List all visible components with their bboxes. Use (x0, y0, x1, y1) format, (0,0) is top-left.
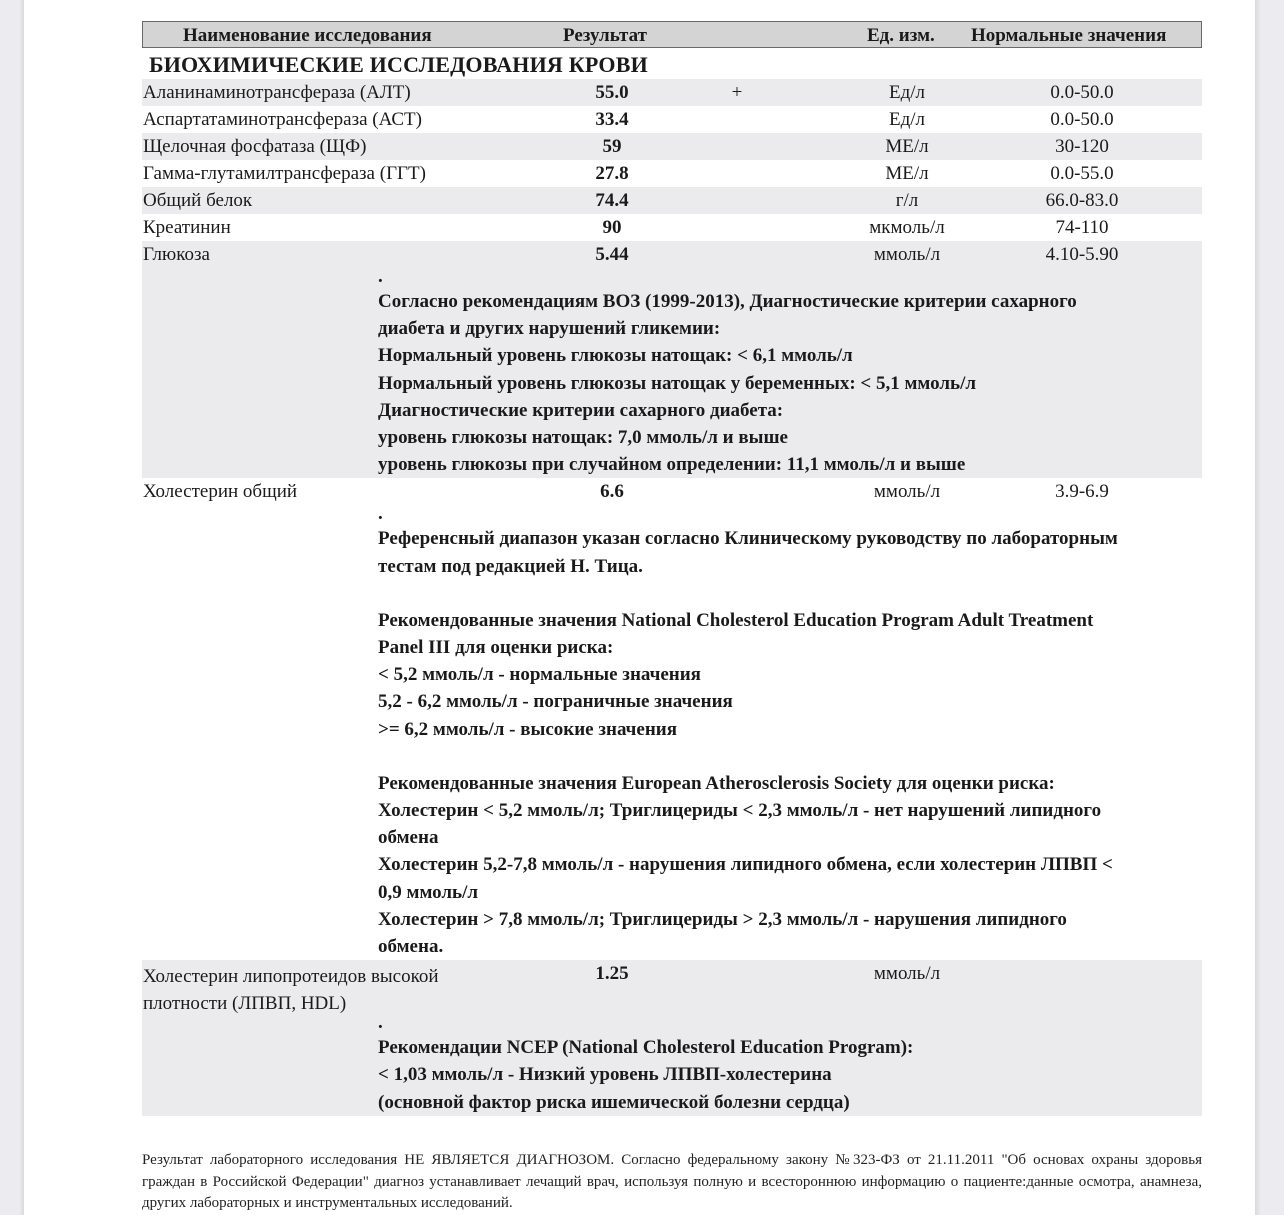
comment-line: Холестерин < 5,2 ммоль/л; Триглицериды < 2,3 ммоль/л - нет нарушений липидного (378, 800, 1102, 822)
test-name: Холестерин липопротеидов высокой плотности (ЛПВП, HDL) (143, 966, 439, 1015)
test-name: Креатинин (143, 217, 231, 238)
test-result: 55.0 (595, 82, 629, 103)
test-unit: МЕ/л (885, 136, 929, 157)
test-unit: г/л (895, 190, 919, 211)
test-result: 90 (602, 217, 622, 238)
comment-line: Нормальный уровень глюкозы натощак: < 6,1 ммоль/л (378, 345, 853, 367)
test-norm: 0.0-50.0 (1050, 109, 1114, 130)
test-norm: 66.0-83.0 (1045, 190, 1119, 211)
comment-line: Холестерин > 7,8 ммоль/л; Триглицериды > 2,3 ммоль/л - нарушения липидного (378, 908, 1067, 930)
hdl-comment (142, 1014, 1202, 1116)
test-name: Глюкоза (143, 244, 210, 265)
comment-line: 5,2 - 6,2 ммоль/л - пограничные значения (378, 691, 733, 713)
test-result: 1.25 (595, 963, 629, 985)
comment-line: уровень глюкозы при случайном определении: 11,1 ммоль/л и выше (378, 454, 966, 476)
test-norm: 4.10-5.90 (1045, 244, 1119, 265)
test-norm: 74-110 (1055, 217, 1109, 238)
table-row-glucose (142, 241, 1202, 268)
test-name: Аспартатаминотрансфераза (АСТ) (143, 109, 422, 130)
comment-line: >= 6,2 ммоль/л - высокие значения (378, 718, 678, 740)
header-norm: Нормальные значения (971, 25, 1167, 46)
comment-line: диабета и других нарушений гликемии: (378, 318, 721, 340)
cholesterol-comment (142, 505, 1202, 960)
test-result: 74.4 (595, 190, 629, 211)
table-row-ast (142, 106, 1202, 133)
table-row-hdl (142, 960, 1202, 1014)
table-row-total-protein (142, 187, 1202, 214)
test-name: Аланинаминотрансфераза (АЛТ) (143, 82, 411, 103)
header-name: Наименование исследования (183, 25, 432, 46)
test-result: 6.6 (600, 481, 624, 503)
test-norm: 30-120 (1055, 136, 1109, 157)
test-name: Холестерин общий (143, 481, 298, 503)
abnormal-flag: + (731, 82, 743, 103)
table-header (142, 21, 1202, 48)
test-unit: Ед/л (888, 82, 926, 103)
comment-dot: . (378, 266, 383, 287)
test-unit: ммоль/л (873, 963, 941, 985)
test-unit: ммоль/л (873, 481, 941, 503)
comment-line: уровень глюкозы натощак: 7,0 ммоль/л и выше (378, 427, 788, 449)
glucose-block (142, 241, 1202, 478)
table-row-alp (142, 133, 1202, 160)
comment-line: < 1,03 ммоль/л - Низкий уровень ЛПВП-холестерина (378, 1064, 832, 1086)
comment-line: (основной фактор риска ишемической болезни сердца) (378, 1091, 850, 1113)
table-row-alt (142, 79, 1202, 106)
comment-line: Нормальный уровень глюкозы натощак у беременных: < 5,1 ммоль/л (378, 372, 977, 394)
test-name: Гамма-глутамилтрансфераза (ГГТ) (143, 163, 426, 184)
test-name: Щелочная фосфатаза (ЩФ) (143, 136, 367, 157)
test-unit: ммоль/л (873, 244, 941, 265)
comment-dot: . (378, 503, 383, 525)
test-result: 27.8 (595, 163, 629, 184)
lab-report-page (142, 21, 1202, 1116)
hdl-block (142, 960, 1202, 1116)
disclaimer-footer: Результат лабораторного исследования НЕ ЯВЛЯЕТСЯ ДИАГНОЗОМ. Согласно федеральному закону №323-ФЗ от 21.11.2011 "Об основах охраны здоровья граждан в Российской Федерации" диагноз устанавливает лечащий врач, используя полную и всестороннюю информацию о пациенте:данные осмотра, анамнеза, других лабораторных и инструментальных исследований. (142, 1152, 1202, 1211)
comment-line: Рекомендации NCEP (National Cholesterol Education Program): (378, 1037, 914, 1059)
section-title: БИОХИМИЧЕСКИЕ ИССЛЕДОВАНИЯ КРОВИ (149, 52, 648, 77)
test-unit: МЕ/л (885, 163, 929, 184)
header-result: Результат (563, 25, 647, 46)
comment-line: Холестерин 5,2-7,8 ммоль/л - нарушения липидного обмена, если холестерин ЛПВП < (378, 854, 1113, 876)
test-norm: 3.9-6.9 (1055, 481, 1109, 503)
comment-line: < 5,2 ммоль/л - нормальные значения (378, 664, 701, 686)
viewer-margin-right (1255, 0, 1284, 1215)
table-row-cholesterol (142, 478, 1202, 505)
test-unit: Ед/л (888, 109, 926, 130)
comment-line: тестам под редакцией Н. Тица. (378, 555, 643, 577)
comment-line: Panel III для оценки риска: (378, 637, 614, 659)
table-row-creatinine (142, 214, 1202, 241)
cholesterol-block (142, 478, 1202, 960)
viewer-margin-left (0, 0, 24, 1215)
glucose-comment (142, 268, 1202, 478)
comment-line: Рекомендованные значения National Cholesterol Education Program Adult Treatment (378, 609, 1094, 631)
test-result: 33.4 (595, 109, 629, 130)
comment-dot: . (378, 1012, 383, 1034)
comment-line: Согласно рекомендациям ВОЗ (1999-2013), Диагностические критерии сахарного (378, 291, 1077, 312)
test-unit: мкмоль/л (869, 217, 945, 238)
test-norm: 0.0-50.0 (1050, 82, 1114, 103)
comment-line: 0,9 ммоль/л (378, 881, 479, 903)
test-norm: 0.0-55.0 (1050, 163, 1114, 184)
comment-line: обмена (378, 827, 439, 849)
test-result: 59 (602, 136, 622, 157)
table-row-ggt (142, 160, 1202, 187)
test-name: Общий белок (143, 190, 253, 211)
comment-line: обмена. (378, 936, 444, 958)
test-result: 5.44 (595, 244, 629, 265)
header-unit: Ед. изм. (867, 25, 935, 46)
comment-line: Референсный диапазон указан согласно Клиническому руководству по лабораторным (378, 528, 1118, 550)
comment-line: Диагностические критерии сахарного диабета: (378, 399, 784, 421)
comment-line: Рекомендованные значения European Atherosclerosis Society для оценки риска: (378, 772, 1055, 794)
